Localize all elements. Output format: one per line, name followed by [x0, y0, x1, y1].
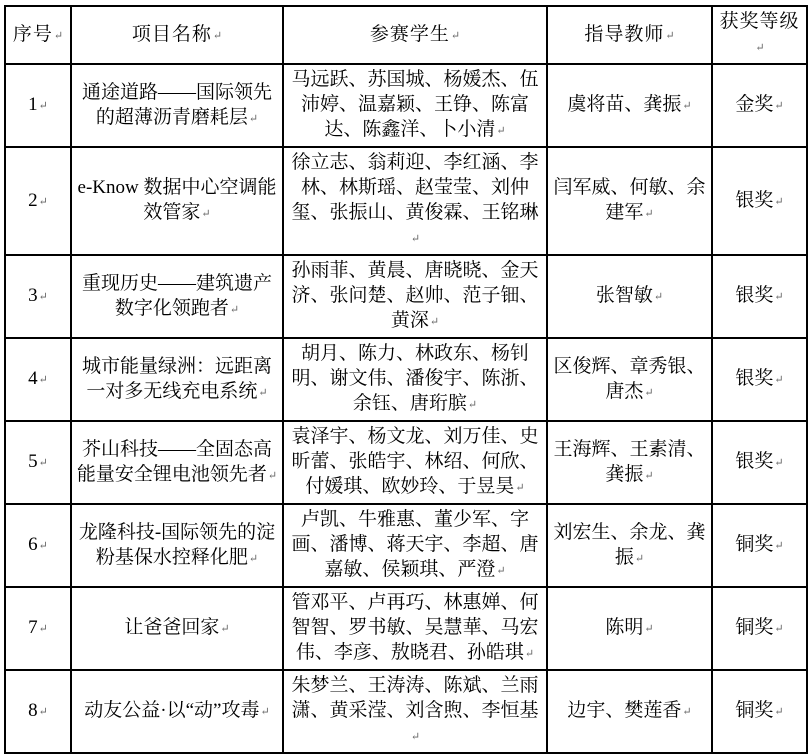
paragraph-mark-icon: ↵ [248, 112, 259, 125]
paragraph-mark-icon: ↵ [38, 623, 48, 635]
teacher-names: 王海辉、王素清、龚振 [553, 438, 706, 485]
paragraph-mark-icon: ↵ [38, 540, 48, 552]
student-names: 管邓平、卢再巧、林惠婵、何智智、罗书敏、吴慧華、马宏伟、李彦、敖晓君、孙皓琪 [291, 592, 539, 663]
header-teachers-label: 指导教师 [584, 23, 665, 45]
table-row [5, 670, 807, 753]
table-row [5, 587, 807, 670]
cell-teachers [547, 147, 712, 255]
cell-teachers [547, 587, 712, 670]
cell-students [283, 147, 547, 255]
paragraph-mark-icon: ↵ [774, 195, 784, 208]
student-names: 胡月、陈力、林政东、杨钊明、谢文伟、潘俊宇、陈浙、余钰、唐珩膑 [291, 343, 539, 414]
cell-award [712, 255, 807, 338]
paragraph-mark-icon: ↵ [644, 623, 654, 635]
header-award-label: 获奖等级 [719, 11, 800, 32]
cell-no [5, 255, 71, 338]
student-names: 孙雨菲、黄晨、唐晓晓、金天济、张问楚、赵帅、范子钿、黄深 [291, 260, 539, 331]
award-level: 银奖 [735, 285, 774, 306]
cell-students [283, 421, 547, 504]
header-row [5, 6, 807, 64]
cell-project [71, 255, 283, 338]
paragraph-mark-icon: ↵ [467, 399, 478, 411]
project-name: 城市能量绿洲：远距离一对多无线充电系统 [81, 355, 272, 402]
cell-project [71, 64, 283, 147]
student-names: 袁泽宇、杨文龙、刘万佳、史昕蕾、张皓宇、林绍、何欣、付媛琪、欧妙玲、于昱昊 [291, 426, 539, 497]
paragraph-mark-icon: ↵ [665, 29, 675, 42]
awards-table [4, 5, 808, 754]
paragraph-mark-icon: ↵ [229, 303, 240, 316]
award-level: 银奖 [735, 368, 774, 389]
cell-award [712, 147, 807, 255]
teacher-names: 区俊辉、章秀银、唐杰 [553, 355, 706, 402]
student-names: 马远跃、苏国城、杨媛杰、伍沛婷、温嘉颖、王铮、陈富达、陈鑫洋、卜小清 [291, 69, 539, 140]
award-level: 金奖 [735, 94, 774, 115]
cell-project [71, 421, 283, 504]
teacher-names: 边宇、樊莲香 [567, 700, 682, 721]
row-number: 2 [28, 189, 38, 211]
paragraph-mark-icon: ↵ [201, 208, 211, 220]
paragraph-mark-icon: ↵ [524, 648, 535, 660]
award-level: 银奖 [735, 451, 774, 472]
header-project-label: 项目名称 [131, 23, 212, 45]
cell-no [5, 670, 71, 753]
paragraph-mark-icon: ↵ [644, 208, 654, 220]
paragraph-mark-icon: ↵ [644, 386, 654, 399]
award-level: 银奖 [735, 189, 774, 211]
cell-no [5, 64, 71, 147]
cell-students [283, 587, 547, 670]
cell-no [5, 147, 71, 255]
paragraph-mark-icon: ↵ [53, 29, 64, 42]
paragraph-mark-icon: ↵ [429, 316, 440, 328]
header-teachers [547, 6, 712, 64]
cell-teachers [547, 421, 712, 504]
cell-students [283, 670, 547, 753]
table-row [5, 147, 807, 255]
award-level: 铜奖 [735, 534, 774, 555]
project-name: 芥山科技——全固态高能量安全锂电池领先者 [76, 438, 272, 485]
cell-students [283, 64, 547, 147]
teacher-names: 陈明 [605, 617, 644, 638]
cell-no [5, 421, 71, 504]
header-students-label: 参赛学生 [369, 23, 450, 45]
paragraph-mark-icon: ↵ [410, 233, 421, 245]
cell-teachers [547, 64, 712, 147]
paragraph-mark-icon: ↵ [260, 706, 270, 718]
cell-students [283, 338, 547, 421]
paragraph-mark-icon: ↵ [644, 469, 654, 482]
paragraph-mark-icon: ↵ [774, 623, 784, 635]
paragraph-mark-icon: ↵ [258, 386, 268, 399]
header-students [283, 6, 547, 64]
paragraph-mark-icon: ↵ [410, 731, 421, 743]
row-number: 6 [28, 534, 38, 555]
paragraph-mark-icon: ↵ [220, 623, 230, 635]
paragraph-mark-icon: ↵ [38, 100, 48, 112]
row-number: 3 [28, 285, 38, 306]
row-number: 8 [28, 700, 38, 721]
paragraph-mark-icon: ↵ [38, 457, 48, 469]
cell-teachers [547, 670, 712, 753]
teacher-names: 张智敏 [595, 285, 653, 306]
cell-award [712, 504, 807, 587]
teacher-names: 刘宏生、余龙、龚振 [553, 521, 706, 568]
paragraph-mark-icon: ↵ [774, 706, 784, 718]
paragraph-mark-icon: ↵ [38, 291, 48, 303]
project-name: 重现历史——建筑遗产数字化领跑者 [81, 272, 272, 319]
table-row [5, 504, 807, 587]
project-name: 让爸爸回家 [124, 617, 220, 638]
paragraph-mark-icon: ↵ [450, 29, 461, 42]
row-number: 4 [28, 368, 38, 389]
cell-no [5, 338, 71, 421]
project-name: 动友公益·以“动”攻毒 [84, 700, 260, 721]
cell-no [5, 587, 71, 670]
paragraph-mark-icon: ↵ [248, 552, 259, 565]
paragraph-mark-icon: ↵ [267, 469, 278, 482]
cell-project [71, 587, 283, 670]
paragraph-mark-icon: ↵ [634, 552, 645, 565]
cell-no [5, 504, 71, 587]
cell-students [283, 255, 547, 338]
cell-project [71, 338, 283, 421]
header-project [71, 6, 283, 64]
paragraph-mark-icon: ↵ [682, 706, 692, 718]
paragraph-mark-icon: ↵ [774, 291, 784, 303]
paragraph-mark-icon: ↵ [774, 374, 784, 386]
paragraph-mark-icon: ↵ [653, 291, 664, 303]
paragraph-mark-icon: ↵ [774, 540, 784, 552]
paragraph-mark-icon: ↵ [774, 100, 784, 112]
header-no-label: 序号 [12, 23, 53, 45]
header-no [5, 6, 71, 64]
cell-award [712, 338, 807, 421]
teacher-names: 闫军威、何敏、余建军 [553, 177, 706, 223]
paragraph-mark-icon: ↵ [755, 42, 765, 54]
paragraph-mark-icon: ↵ [38, 374, 48, 386]
table-row [5, 64, 807, 147]
cell-project [71, 670, 283, 753]
cell-project [71, 147, 283, 255]
paragraph-mark-icon: ↵ [496, 125, 506, 137]
project-name: e-Know 数据中心空调能效管家 [77, 177, 277, 223]
cell-project [71, 504, 283, 587]
cell-award [712, 64, 807, 147]
paragraph-mark-icon: ↵ [496, 565, 506, 577]
award-level: 铜奖 [735, 617, 774, 638]
row-number: 7 [28, 617, 38, 638]
cell-teachers [547, 504, 712, 587]
cell-students [283, 504, 547, 587]
paragraph-mark-icon: ↵ [774, 457, 784, 469]
student-names: 卢凯、牛雅惠、董少军、字画、潘博、蒋天宇、李超、唐嘉敏、侯颖琪、严澄 [291, 509, 539, 580]
project-name: 通途道路——国际领先的超薄沥青磨耗层 [81, 81, 272, 128]
paragraph-mark-icon: ↵ [38, 195, 48, 208]
teacher-names: 虞将苗、龚振 [567, 94, 682, 115]
cell-award [712, 421, 807, 504]
table-row [5, 421, 807, 504]
student-names: 徐立志、翁莉迎、李红涵、李林、林斯瑶、赵莹莹、刘仲玺、张振山、黄俊霖、王铭琳 [291, 152, 539, 223]
cell-teachers [547, 338, 712, 421]
table-row [5, 338, 807, 421]
paragraph-mark-icon: ↵ [515, 482, 525, 494]
paragraph-mark-icon: ↵ [38, 706, 48, 718]
table-row [5, 255, 807, 338]
row-number: 1 [28, 94, 38, 115]
cell-award [712, 587, 807, 670]
paragraph-mark-icon: ↵ [212, 29, 223, 42]
cell-award [712, 670, 807, 753]
header-award [712, 6, 807, 64]
award-level: 铜奖 [735, 700, 774, 721]
project-name: 龙隆科技-国际领先的淀粉基保水控释化肥 [78, 521, 276, 568]
row-number: 5 [28, 451, 38, 472]
paragraph-mark-icon: ↵ [682, 100, 692, 112]
cell-teachers [547, 255, 712, 338]
student-names: 朱梦兰、王涛涛、陈斌、兰雨潇、黄采滢、刘含煦、李恒基 [291, 675, 539, 721]
